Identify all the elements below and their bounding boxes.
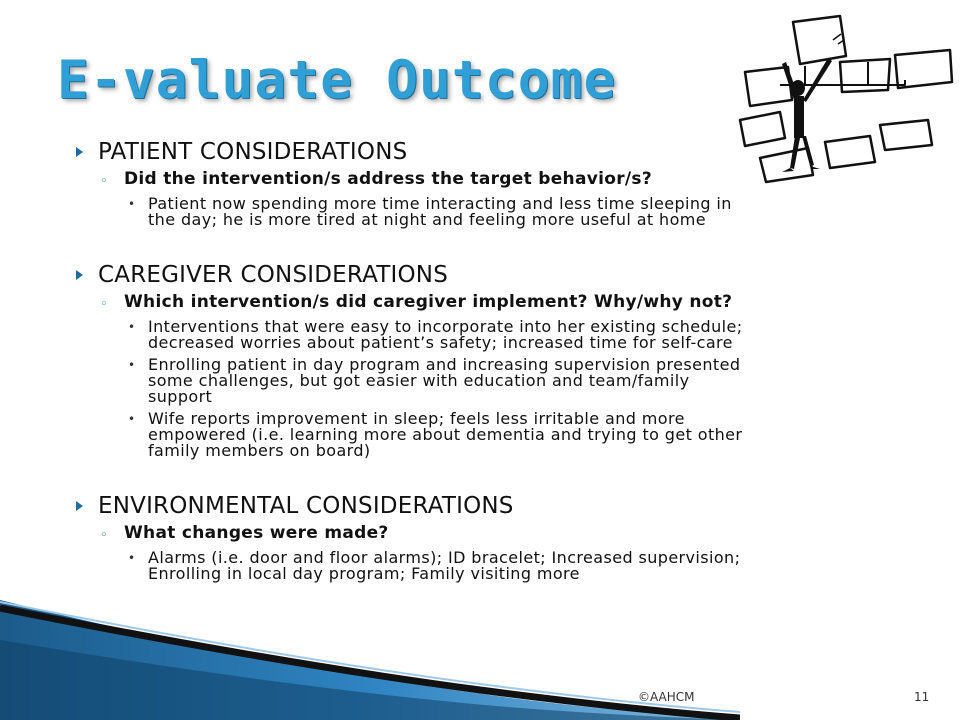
section-heading: PATIENT CONSIDERATIONS	[74, 138, 904, 166]
dot-bullet-icon: •	[128, 197, 136, 211]
slide-content	[74, 138, 904, 582]
section-question: ◦ What changes were made?	[74, 522, 904, 544]
triangle-bullet-icon	[76, 270, 83, 280]
section-question: ◦ Did the intervention/s address the target behavior/s?	[74, 168, 904, 190]
bullet-item: • Patient now spending more time interacting and less time sleeping in the day; he is more tired at night and feeling more useful at home	[128, 194, 732, 229]
section-heading: ENVIRONMENTAL CONSIDERATIONS	[74, 492, 904, 520]
triangle-bullet-icon	[76, 147, 83, 157]
bullet-item: • Enrolling patient in day program and increasing supervision presented some challenges, but got easier with education and team/family support	[128, 355, 741, 406]
bullet-item: • Alarms (i.e. door and floor alarms); ID bracelet; Increased supervision; Enrolling in local day program; Family visiting more	[128, 548, 741, 583]
ring-bullet-icon: ◦	[100, 528, 108, 543]
footer-copyright: ©AAHCM	[638, 690, 695, 704]
dot-bullet-icon: •	[128, 551, 136, 565]
dot-bullet-icon: •	[128, 320, 136, 334]
section-heading: CAREGIVER CONSIDERATIONS	[74, 261, 904, 289]
triangle-bullet-icon	[76, 501, 83, 511]
section-question: ◦ Which intervention/s did caregiver implement? Why/why not?	[74, 291, 904, 313]
bullet-item: • Interventions that were easy to incorporate into her existing schedule; decreased worries about patient’s safety; increased time for self-care	[128, 317, 743, 352]
page-number: 11	[914, 690, 930, 704]
dot-bullet-icon: •	[128, 412, 136, 426]
slide-title: E-valuate Outcome	[57, 50, 617, 111]
dot-bullet-icon: •	[128, 358, 136, 372]
bullet-item: • Wife reports improvement in sleep; feels less irritable and more empowered (i.e. learning more about dementia and trying to get other family members on board)	[128, 409, 743, 460]
ring-bullet-icon: ◦	[100, 297, 108, 312]
patient-section	[74, 138, 904, 228]
caregiver-section	[74, 261, 904, 459]
decorative-swoosh	[0, 600, 740, 720]
environmental-section	[74, 492, 904, 582]
ring-bullet-icon: ◦	[100, 174, 108, 189]
